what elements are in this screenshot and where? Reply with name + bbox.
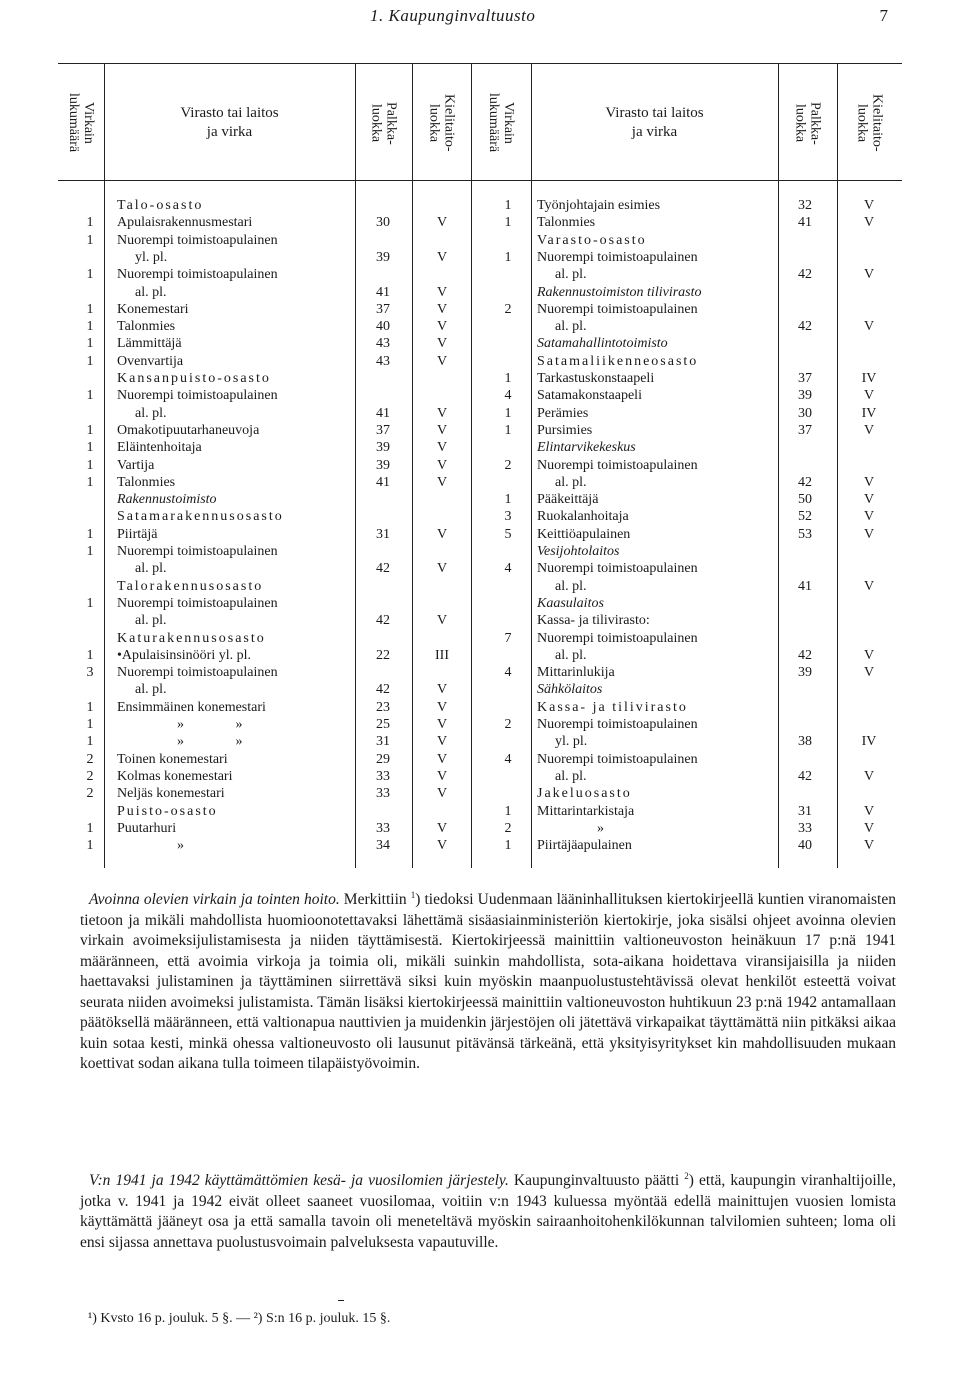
salary-grade-cell: 37 — [376, 301, 390, 317]
office-cell: Talo-osasto — [117, 198, 204, 213]
office-cell: Omakotipuutarhaneuvoja — [117, 422, 260, 438]
count-cell: 2 — [504, 301, 512, 317]
footnote-ref: 1 — [410, 890, 416, 900]
office-cell: Talonmies — [117, 319, 176, 335]
table-row — [0, 353, 960, 371]
office-cell: Pursimies — [537, 422, 593, 438]
table-row — [0, 820, 960, 838]
salary-grade-cell: 23 — [376, 699, 390, 715]
language-class-cell: V — [863, 509, 875, 525]
office-cell: Konemestari — [117, 301, 189, 317]
office-cell: •Apulaisinsinööri yl. pl. — [117, 647, 252, 663]
header-count-left: Virkain lukumäärä — [66, 93, 96, 153]
count-cell: 1 — [86, 422, 94, 438]
count-cell: 4 — [504, 665, 512, 681]
office-cell: yl. pl. — [135, 249, 168, 265]
salary-grade-cell: 40 — [376, 319, 390, 335]
office-cell: al. pl. — [555, 578, 587, 594]
count-cell: 1 — [86, 647, 94, 663]
count-cell: 1 — [86, 457, 94, 473]
office-cell: Perämies — [537, 405, 589, 421]
table-row — [0, 699, 960, 717]
salary-grade-cell: 33 — [376, 820, 390, 836]
office-cell: Piirtäjäapulainen — [537, 838, 632, 854]
count-cell: 1 — [86, 820, 94, 836]
salary-grade-cell: 39 — [376, 457, 390, 473]
office-cell: Jakeluosasto — [537, 786, 632, 802]
language-class-cell: V — [863, 215, 875, 231]
language-class-cell: V — [436, 561, 448, 577]
header-office-left: Virasto tai laitos ja virka — [180, 105, 279, 140]
table-row — [0, 197, 960, 215]
count-cell: 4 — [504, 388, 512, 404]
language-class-cell: V — [863, 803, 875, 819]
count-cell: 1 — [86, 388, 94, 404]
language-class-cell: V — [436, 405, 448, 421]
table-row — [0, 543, 960, 561]
salary-grade-cell: 32 — [798, 198, 812, 213]
office-cell: Mittarintarkistaja — [537, 803, 635, 819]
office-cell: Eläintenhoitaja — [117, 440, 202, 456]
table-row — [0, 612, 960, 630]
language-class-cell: V — [863, 319, 875, 335]
office-cell: Kansanpuisto-osasto — [117, 371, 271, 386]
table-row — [0, 474, 960, 492]
count-cell: 5 — [504, 526, 512, 542]
salary-grade-cell: 34 — [376, 838, 390, 854]
salary-grade-cell: 41 — [798, 578, 812, 594]
header-grade-left: Palkka- luokka — [368, 101, 399, 145]
office-cell: Talorakennusosasto — [117, 578, 264, 594]
language-class-cell: V — [436, 440, 448, 456]
salary-grade-cell: 41 — [376, 405, 390, 421]
header-grade-right: Palkka- luokka — [792, 101, 823, 145]
salary-grade-cell: 41 — [376, 474, 390, 490]
count-cell: 1 — [86, 232, 94, 248]
table-row — [0, 751, 960, 769]
paragraph-heading: Avoinna olevien virkain ja tointen hoito. — [89, 891, 340, 909]
salary-grade-cell: 42 — [376, 561, 390, 577]
office-cell: Talonmies — [117, 474, 176, 490]
salary-grade-cell: 38 — [798, 734, 812, 750]
salary-grade-cell: 42 — [798, 319, 812, 335]
office-cell: Pääkeittäjä — [537, 492, 599, 508]
office-cell: Nuorempi toimistoapulainen — [537, 561, 698, 577]
office-cell: » — [597, 820, 604, 836]
salary-grade-cell: 53 — [798, 526, 812, 542]
header-language-left: Kielitaito- luokka — [426, 94, 457, 152]
count-cell: 2 — [504, 820, 512, 836]
count-cell: 1 — [86, 353, 94, 369]
count-cell: 1 — [86, 440, 94, 456]
footnote-rule — [338, 1300, 344, 1301]
salary-grade-cell: 39 — [376, 249, 390, 265]
table-row — [0, 803, 960, 821]
office-cell: » — [177, 838, 184, 854]
table-row — [0, 595, 960, 613]
language-class-cell: IV — [861, 734, 877, 750]
count-cell: 1 — [504, 803, 512, 819]
count-cell: 1 — [86, 717, 94, 732]
language-class-cell: V — [436, 526, 448, 542]
salary-grade-cell: 39 — [376, 440, 390, 456]
salary-grade-cell: 52 — [798, 509, 812, 525]
count-cell: 1 — [86, 526, 94, 542]
count-cell: 1 — [504, 371, 512, 386]
salary-grade-cell: 31 — [376, 734, 390, 750]
language-class-cell: V — [436, 215, 448, 231]
language-class-cell: V — [436, 336, 448, 352]
salary-grade-cell: 37 — [376, 422, 390, 438]
office-cell: Tarkastuskonstaapeli — [537, 371, 655, 386]
salary-grade-cell: 33 — [376, 786, 390, 802]
count-cell: 7 — [504, 630, 512, 646]
language-class-cell: IV — [861, 371, 877, 386]
language-class-cell: V — [436, 353, 448, 369]
office-cell: Katurakennusosasto — [117, 630, 266, 646]
count-cell: 2 — [504, 717, 512, 732]
salary-grade-cell: 42 — [798, 647, 812, 663]
office-cell: Sähkölaitos — [537, 682, 603, 698]
salary-grade-cell: 43 — [376, 336, 390, 352]
office-cell: Talonmies — [537, 215, 596, 231]
language-class-cell: V — [863, 838, 875, 854]
count-cell: 2 — [86, 751, 94, 767]
table-row — [0, 578, 960, 596]
footnotes: ¹) Kvsto 16 p. jouluk. 5 §. — ²) S:n 16 p. jouluk. 15 §. — [88, 1311, 391, 1326]
count-cell: 2 — [86, 786, 94, 802]
office-cell: Ovenvartija — [117, 353, 184, 369]
office-cell: Puisto-osasto — [117, 803, 218, 819]
office-cell: Nuorempi toimistoapulainen — [117, 544, 278, 559]
salary-grade-cell: 42 — [798, 768, 812, 784]
language-class-cell: IV — [861, 405, 877, 421]
office-cell: Piirtäjä — [117, 526, 158, 542]
count-cell: 2 — [504, 457, 512, 473]
office-cell: Toinen konemestari — [117, 751, 228, 767]
page-header — [0, 4, 960, 28]
language-class-cell: V — [436, 249, 448, 265]
language-class-cell: V — [436, 319, 448, 335]
office-cell: Neljäs konemestari — [117, 786, 225, 802]
office-cell: Nuorempi toimistoapulainen — [537, 630, 698, 646]
salary-grade-cell: 42 — [798, 267, 812, 283]
running-title: 1. Kaupunginvaltuusto — [370, 6, 536, 25]
footnote-ref: 2 — [684, 1171, 689, 1181]
office-cell: Vartija — [117, 457, 155, 473]
table-row — [0, 491, 960, 509]
salary-grade-cell: 37 — [798, 422, 812, 438]
salary-grade-cell: 29 — [376, 751, 390, 767]
salary-grade-cell: 39 — [798, 665, 812, 681]
table-row — [0, 370, 960, 388]
count-cell: 1 — [86, 319, 94, 335]
salary-grade-cell: 33 — [798, 820, 812, 836]
office-cell: Satamarakennusosasto — [117, 509, 284, 525]
salary-grade-cell: 42 — [798, 474, 812, 490]
table-row — [0, 284, 960, 302]
count-cell: 1 — [86, 301, 94, 317]
office-cell: Nuorempi toimistoapulainen — [537, 249, 698, 265]
language-class-cell: V — [863, 388, 875, 404]
table-row — [0, 560, 960, 578]
office-cell: Nuorempi toimistoapulainen — [537, 717, 698, 732]
office-cell: al. pl. — [555, 319, 587, 335]
office-cell: al. pl. — [555, 474, 587, 490]
office-cell: Vesijohtolaitos — [537, 544, 620, 559]
count-cell: 1 — [86, 595, 94, 611]
paragraph-vacancies: Avoinna olevien virkain ja tointen hoito. Merkittiin $^1$) tiedoksi Uudenmaan lääninhallituksen kiertokirjeellä kuntien viranomaisten tietoon ja mikäli mahdollista huomioonotettavaksi lähettämä sisäasiainministeriön kiertokirje, joka sisälsi ohjeet avoinna olevien virkain avoimeksijulistamisesta ja niiden täyttämisestä. Kiertokirjeessä mainittiin valtioneuvoston heinäkuun 17 p:nä 1941 määränneen, että avoimia virkoja ja toimia oli, mikäli suinkin mahdollista, sota-aikana hoidettava viransijaisilla ja niiden haettavaksi julistaminen ja täyttäminen siirrettävä siksi kuin myöskin maanpuolustustehtävissä olevat henkilöt esteettä voivat seurata niiden avoimeksi julistamista. Tämän lisäksi kiertokirjeessä mainittiin valtioneuvoston huhtikuun 23 p:nä 1942 antamallaan päätöksellä määränneen, että valtionapua nauttivien ja muidenkin järjestöjen oli jätettävä virkapaikat täyttämättä niin pitkäksi aikaa kuin sotaa kesti, minkä ohessa valtioneuvosto oli lausunut pitävänsä tärkeänä, että yksityisyritykset kin mahdollisuuden mukaan koettivat sodan aikana tulla toimeen tilapäistyövoimin. — [80, 890, 896, 1073]
language-class-cell: V — [436, 699, 448, 715]
table-row — [0, 439, 960, 457]
salary-grade-cell: 40 — [798, 838, 812, 854]
office-cell: Keittiöapulainen — [537, 526, 631, 542]
office-cell: Varasto-osasto — [537, 232, 647, 248]
office-cell: al. pl. — [555, 267, 587, 283]
count-cell: 1 — [86, 474, 94, 490]
office-cell: Lämmittäjä — [117, 336, 182, 352]
office-cell: al. pl. — [135, 405, 167, 421]
count-cell: 1 — [504, 422, 512, 438]
office-cell: al. pl. — [135, 613, 167, 629]
count-cell: 1 — [504, 838, 512, 854]
office-cell: al. pl. — [555, 768, 587, 784]
office-cell: Kassa- ja tilivirasto: — [537, 613, 650, 629]
office-cell: al. pl. — [135, 682, 167, 698]
table-row — [0, 785, 960, 803]
table-row — [0, 457, 960, 475]
language-class-cell: V — [863, 578, 875, 594]
language-class-cell: V — [436, 682, 448, 698]
office-cell: Kaasulaitos — [537, 595, 604, 611]
count-cell: 1 — [504, 215, 512, 231]
office-cell: Kassa- ja tilivirasto — [537, 699, 688, 715]
count-cell: 1 — [86, 215, 94, 231]
office-cell: Nuorempi toimistoapulainen — [117, 232, 278, 248]
table-row — [0, 301, 960, 319]
paragraph-holidays: V:n 1941 ja 1942 käyttämättömien kesä- ja vuosilomien järjestely. Kaupunginvaltuusto päätti $^2$) että, kaupungin viranhaltijoille, jotka v. 1941 ja 1942 eivät olleet saaneet vuosilomaa, voitiin v:n 1943 kuluessa myöntää edellä mainittujen vuosien lomista käyttämättä jääneyt osa ja että samalla tavoin oli meneteltävä myöskin sairaanhoitohenkilökunnan talvilomien suhteen; loma oli ensi sijassa annettava puolustusvoimain palveluksesta vapautuville. — [80, 1171, 896, 1251]
office-cell: Puutarhuri — [117, 820, 177, 836]
office-cell: Nuorempi toimistoapulainen — [117, 267, 278, 283]
language-class-cell: V — [863, 474, 875, 490]
salary-grade-cell: 50 — [798, 492, 812, 508]
salary-grade-cell: 31 — [798, 803, 812, 819]
header-language-right: Kielitaito- luokka — [854, 94, 885, 152]
count-cell: 1 — [86, 544, 94, 559]
language-class-cell: V — [436, 751, 448, 767]
office-cell: yl. pl. — [555, 734, 588, 750]
salary-grade-cell: 25 — [376, 717, 390, 732]
office-cell: Mittarinlukija — [537, 665, 615, 681]
salary-grade-cell: 42 — [376, 613, 390, 629]
count-cell: 1 — [86, 267, 94, 283]
language-class-cell: V — [863, 526, 875, 542]
count-cell: 1 — [86, 734, 94, 750]
header-office-right: Virasto tai laitos ja virka — [605, 105, 704, 140]
count-cell: 1 — [86, 699, 94, 715]
salary-grade-cell: 22 — [376, 647, 390, 663]
table-row — [0, 508, 960, 526]
salary-grade-cell: 30 — [798, 405, 812, 421]
salary-grade-cell: 33 — [376, 768, 390, 784]
table-row — [0, 232, 960, 250]
language-class-cell: V — [436, 284, 448, 300]
count-cell: 2 — [86, 768, 94, 784]
table-row — [0, 214, 960, 232]
count-cell: 4 — [504, 751, 512, 767]
office-cell: Nuorempi toimistoapulainen — [117, 595, 278, 611]
language-class-cell: V — [436, 768, 448, 784]
table-row — [0, 768, 960, 786]
office-cell: Nuorempi toimistoapulainen — [117, 388, 278, 404]
salary-grade-cell: 41 — [798, 215, 812, 231]
table-row — [0, 335, 960, 353]
table-row — [0, 249, 960, 267]
table-row — [0, 647, 960, 665]
office-cell: Nuorempi toimistoapulainen — [117, 665, 278, 681]
table-row — [0, 664, 960, 682]
office-cell: » » — [177, 734, 243, 750]
office-cell: Ruokalanhoitaja — [537, 509, 629, 525]
language-class-cell: V — [863, 422, 875, 438]
language-class-cell: V — [863, 647, 875, 663]
language-class-cell: V — [436, 734, 448, 750]
count-cell: 1 — [504, 198, 512, 213]
office-cell: Nuorempi toimistoapulainen — [537, 751, 698, 767]
office-cell: Nuorempi toimistoapulainen — [537, 301, 698, 317]
table-row — [0, 318, 960, 336]
office-cell: al. pl. — [555, 647, 587, 663]
table-row — [0, 266, 960, 284]
office-cell: Ensimmäinen konemestari — [117, 699, 266, 715]
language-class-cell: V — [863, 492, 875, 508]
count-cell: 1 — [504, 405, 512, 421]
office-cell: Apulaisrakennusmestari — [117, 215, 253, 231]
count-cell: 3 — [86, 665, 94, 681]
language-class-cell: V — [436, 820, 448, 836]
table-row — [0, 681, 960, 699]
table-row — [0, 716, 960, 734]
table-row — [0, 630, 960, 648]
count-cell: 1 — [86, 336, 94, 352]
count-cell: 4 — [504, 561, 512, 577]
salary-grade-cell: 39 — [798, 388, 812, 404]
table-row — [0, 526, 960, 544]
header-count-right: Virkain lukumäärä — [486, 93, 516, 153]
count-cell: 1 — [504, 492, 512, 508]
salary-grade-cell: 37 — [798, 371, 812, 386]
office-cell: al. pl. — [135, 561, 167, 577]
language-class-cell: V — [436, 786, 448, 802]
language-class-cell: V — [436, 457, 448, 473]
office-cell: » » — [177, 717, 243, 732]
office-cell: al. pl. — [135, 284, 167, 300]
language-class-cell: V — [436, 474, 448, 490]
count-cell: 1 — [504, 249, 512, 265]
office-cell: Työnjohtajain esimies — [537, 198, 661, 213]
salary-grade-cell: 42 — [376, 682, 390, 698]
language-class-cell: V — [863, 768, 875, 784]
salary-grade-cell: 43 — [376, 353, 390, 369]
table-row — [0, 387, 960, 405]
count-cell: 1 — [86, 838, 94, 854]
office-cell: Nuorempi toimistoapulainen — [537, 457, 698, 473]
office-cell: Satamaliikenneosasto — [537, 353, 699, 369]
language-class-cell: III — [435, 647, 449, 663]
table-row — [0, 733, 960, 751]
salary-grade-cell: 41 — [376, 284, 390, 300]
paragraph-heading: V:n 1941 ja 1942 käyttämättömien kesä- ja vuosilomien järjestely. — [89, 1172, 509, 1190]
office-cell: Rakennustoimisto — [117, 492, 217, 508]
language-class-cell: V — [863, 820, 875, 836]
language-class-cell: V — [863, 198, 875, 213]
office-cell: Satamakonstaapeli — [537, 388, 642, 404]
table-row — [0, 405, 960, 423]
language-class-cell: V — [436, 613, 448, 629]
office-cell: Rakennustoimiston tilivirasto — [537, 284, 702, 300]
page-number: 7 — [879, 6, 888, 25]
salary-grade-cell: 30 — [376, 215, 390, 231]
language-class-cell: V — [436, 838, 448, 854]
language-class-cell: V — [436, 717, 448, 732]
count-cell: 3 — [504, 509, 512, 525]
salary-grade-cell: 31 — [376, 526, 390, 542]
language-class-cell: V — [436, 422, 448, 438]
office-cell: Elintarvikekeskus — [537, 440, 636, 456]
language-class-cell: V — [436, 301, 448, 317]
office-cell: Kolmas konemestari — [117, 768, 233, 784]
language-class-cell: V — [863, 665, 875, 681]
office-cell: Satamahallintotoimisto — [537, 336, 668, 352]
language-class-cell: V — [863, 267, 875, 283]
table-row — [0, 422, 960, 440]
table-row — [0, 837, 960, 855]
